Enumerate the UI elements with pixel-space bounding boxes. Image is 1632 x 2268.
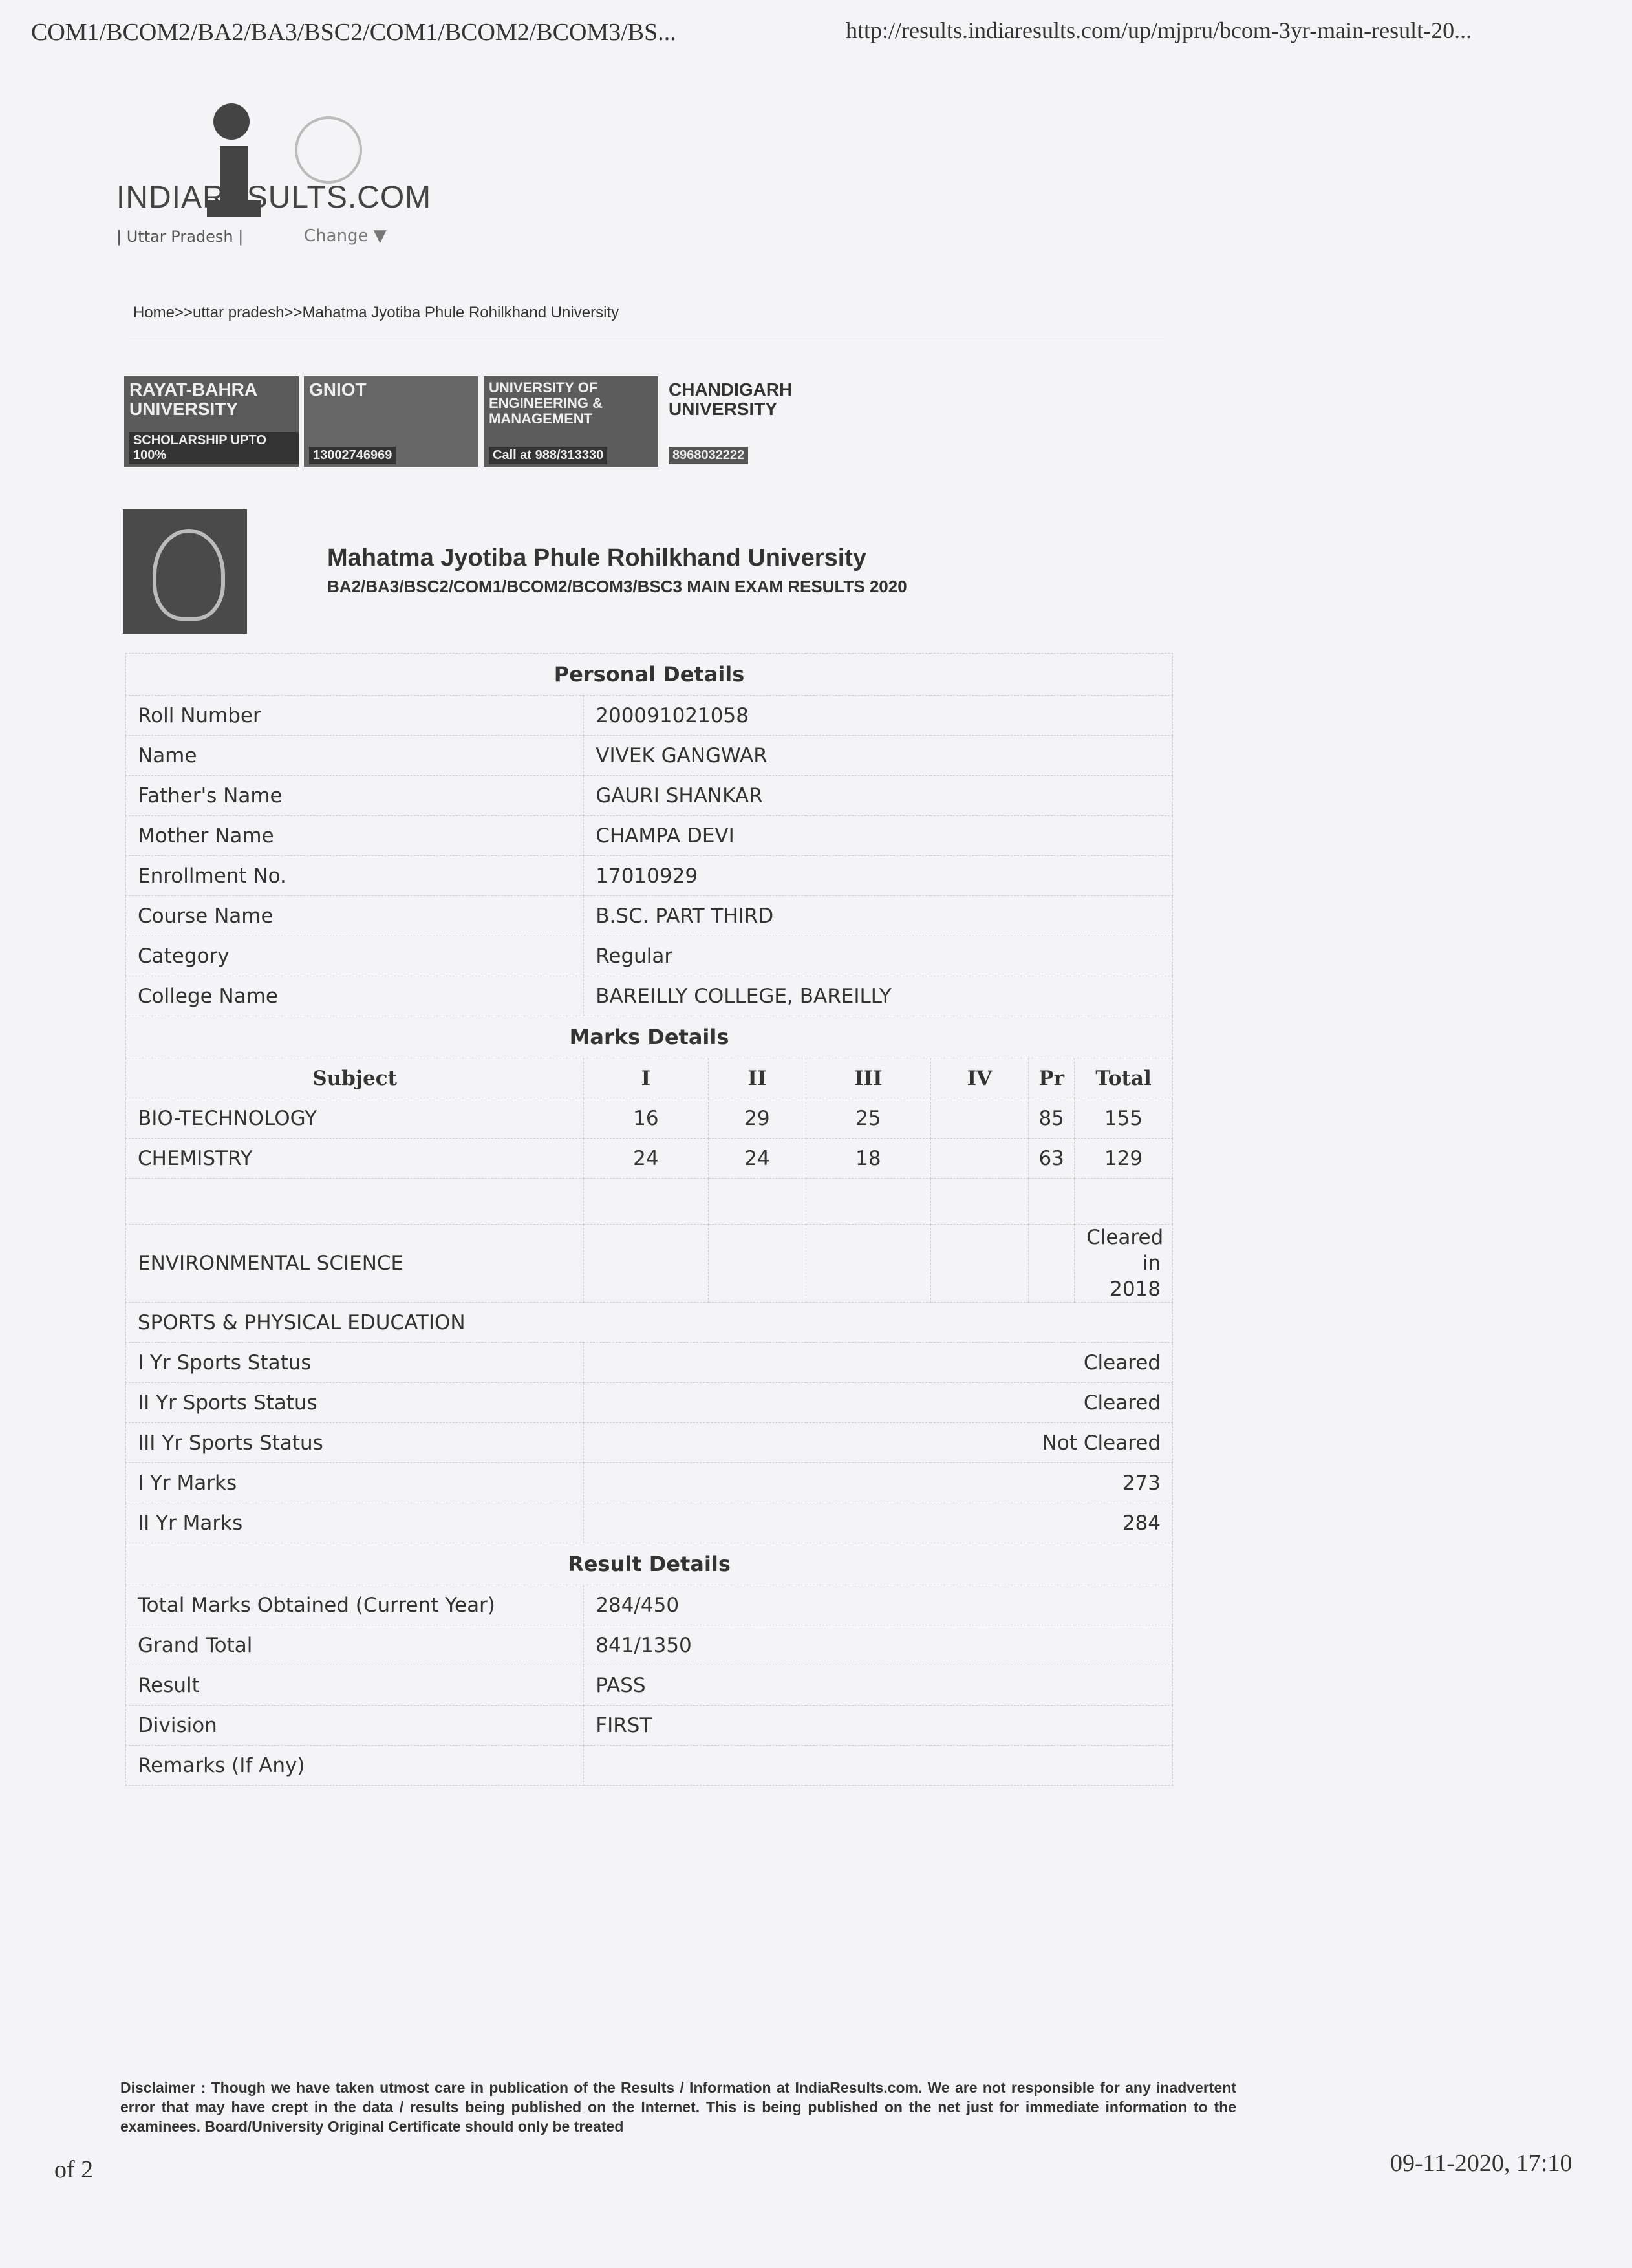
table-row (126, 1139, 1173, 1179)
logo-dot-icon (213, 103, 250, 140)
breadcrumb[interactable]: Home>>uttar pradesh>>Mahatma Jyotiba Phule Rohilkhand University (133, 304, 619, 321)
column-header: Pr (1029, 1058, 1075, 1098)
table-row (126, 1303, 1173, 1343)
ad-title: GNIOT (309, 380, 367, 400)
field-label: Result (126, 1665, 584, 1706)
print-header-title: COM1/BCOM2/BA2/BA3/BSC2/COM1/BCOM2/BCOM3/BS... (31, 19, 676, 46)
ad-title: UNIVERSITY OF ENGINEERING & MANAGEMENT (489, 380, 603, 427)
table-row (126, 1585, 1173, 1625)
field-label: Remarks (If Any) (126, 1746, 584, 1786)
table-row (126, 1225, 1173, 1303)
table-row (126, 1463, 1173, 1503)
field-value: Cleared (584, 1343, 1173, 1383)
subject-name: ENVIRONMENTAL SCIENCE (126, 1225, 584, 1303)
ad-title: CHANDIGARH UNIVERSITY (669, 380, 793, 419)
mark-cell (930, 1098, 1029, 1139)
ad-footer: Call at 988/313330 (489, 447, 607, 464)
table-row (126, 1423, 1173, 1463)
disclaimer: Disclaimer : Though we have taken utmost care in publication of the Results / Information at IndiaResults.com. We are not responsible for any inadvertent error that may have crept in the data / results being published on the Internet. This is being published on the net just for immediate information to the examinees. Board/University Original Certificate should only be treated (120, 2079, 1236, 2135)
table-row (126, 696, 1173, 736)
table-row (126, 1706, 1173, 1746)
table-row (126, 1098, 1173, 1139)
ad-gniot[interactable] (304, 376, 478, 467)
mark-cell: 24 (584, 1139, 708, 1179)
change-region-link[interactable]: Change ▼ (304, 226, 387, 246)
column-header: Subject (126, 1058, 584, 1098)
field-value: Cleared (584, 1383, 1173, 1423)
ad-title: RAYAT-BAHRA UNIVERSITY (129, 380, 257, 419)
field-label: Grand Total (126, 1625, 584, 1665)
mark-cell: 18 (806, 1139, 930, 1179)
mark-cell: 29 (708, 1098, 806, 1139)
mark-cell: 63 (1029, 1139, 1075, 1179)
table-row (126, 1625, 1173, 1665)
field-label: Total Marks Obtained (Current Year) (126, 1585, 584, 1625)
field-value: VIVEK GANGWAR (584, 736, 1173, 776)
result-details-heading: Result Details (126, 1543, 1173, 1585)
field-value: CHAMPA DEVI (584, 816, 1173, 856)
field-label: Father's Name (126, 776, 584, 816)
field-value: 273 (584, 1463, 1173, 1503)
university-name: Mahatma Jyotiba Phule Rohilkhand University (327, 544, 867, 572)
region-label: | Uttar Pradesh | (116, 228, 244, 246)
emblem-icon (153, 529, 225, 621)
table-row (126, 1343, 1173, 1383)
table-row (126, 816, 1173, 856)
table-row (126, 736, 1173, 776)
mark-cell: 24 (708, 1139, 806, 1179)
column-header: IV (930, 1058, 1029, 1098)
field-value: FIRST (584, 1706, 1173, 1746)
ad-footer: SCHOLARSHIP UPTO 100% (129, 432, 299, 464)
mark-cell: 16 (584, 1098, 708, 1139)
mark-cell: 155 (1075, 1098, 1173, 1139)
mark-cell: 129 (1075, 1139, 1173, 1179)
marks-header-row (126, 1058, 1173, 1098)
field-value: 841/1350 (584, 1625, 1173, 1665)
mark-cell: 85 (1029, 1098, 1075, 1139)
field-value: Regular (584, 936, 1173, 976)
table-row (126, 936, 1173, 976)
field-label: Roll Number (126, 696, 584, 736)
table-row (126, 976, 1173, 1016)
column-header: Total (1075, 1058, 1173, 1098)
table-row (126, 856, 1173, 896)
field-label: Name (126, 736, 584, 776)
page-count: of 2 (54, 2156, 94, 2183)
field-value: 284 (584, 1503, 1173, 1543)
ad-footer: 8968032222 (669, 447, 748, 464)
field-label: Enrollment No. (126, 856, 584, 896)
ad-chandigarh[interactable] (663, 376, 843, 467)
subject-name: CHEMISTRY (126, 1139, 584, 1179)
result-table (125, 653, 1173, 1786)
field-value: Not Cleared (584, 1423, 1173, 1463)
field-label: I Yr Sports Status (126, 1343, 584, 1383)
table-row (126, 1383, 1173, 1423)
university-emblem (123, 509, 247, 634)
column-header: II (708, 1058, 806, 1098)
mark-cell: 25 (806, 1098, 930, 1139)
table-row (126, 896, 1173, 936)
sports-heading: SPORTS & PHYSICAL EDUCATION (126, 1303, 1173, 1343)
column-header: I (584, 1058, 708, 1098)
table-row (126, 1665, 1173, 1706)
logo-text: INDIARESULTS.COM (116, 180, 432, 215)
marks-details-heading: Marks Details (126, 1016, 1173, 1058)
field-value (584, 1746, 1173, 1786)
field-value: 284/450 (584, 1585, 1173, 1625)
ad-footer: 13002746969 (309, 447, 396, 464)
logo-seal-icon (295, 116, 362, 184)
field-value: PASS (584, 1665, 1173, 1706)
mark-cell (930, 1139, 1029, 1179)
ad-rayat-bahra[interactable] (124, 376, 299, 467)
field-label: I Yr Marks (126, 1463, 584, 1503)
field-value: 17010929 (584, 856, 1173, 896)
column-header: III (806, 1058, 930, 1098)
table-row (126, 1503, 1173, 1543)
field-label: II Yr Sports Status (126, 1383, 584, 1423)
env-status: Cleared in 2018 (1075, 1225, 1173, 1303)
print-header-url: http://results.indiaresults.com/up/mjpru/bcom-3yr-main-result-20... (846, 17, 1472, 43)
field-label: Mother Name (126, 816, 584, 856)
indiaresults-logo[interactable] (116, 103, 432, 252)
field-value: BAREILLY COLLEGE, BAREILLY (584, 976, 1173, 1016)
field-label: Category (126, 936, 584, 976)
table-row (126, 1746, 1173, 1786)
table-row (126, 776, 1173, 816)
personal-details-heading: Personal Details (126, 654, 1173, 696)
exam-title: BA2/BA3/BSC2/COM1/BCOM2/BCOM3/BSC3 MAIN EXAM RESULTS 2020 (327, 577, 907, 596)
field-label: Course Name (126, 896, 584, 936)
field-label: Division (126, 1706, 584, 1746)
field-value: B.SC. PART THIRD (584, 896, 1173, 936)
ad-banner[interactable] (124, 376, 848, 467)
field-value: 200091021058 (584, 696, 1173, 736)
ad-uem[interactable] (484, 376, 658, 467)
field-value: GAURI SHANKAR (584, 776, 1173, 816)
print-datetime: 09-11-2020, 17:10 (1390, 2150, 1573, 2177)
field-label: III Yr Sports Status (126, 1423, 584, 1463)
field-label: College Name (126, 976, 584, 1016)
field-label: II Yr Marks (126, 1503, 584, 1543)
subject-name: BIO-TECHNOLOGY (126, 1098, 584, 1139)
blank-row (126, 1179, 1173, 1225)
